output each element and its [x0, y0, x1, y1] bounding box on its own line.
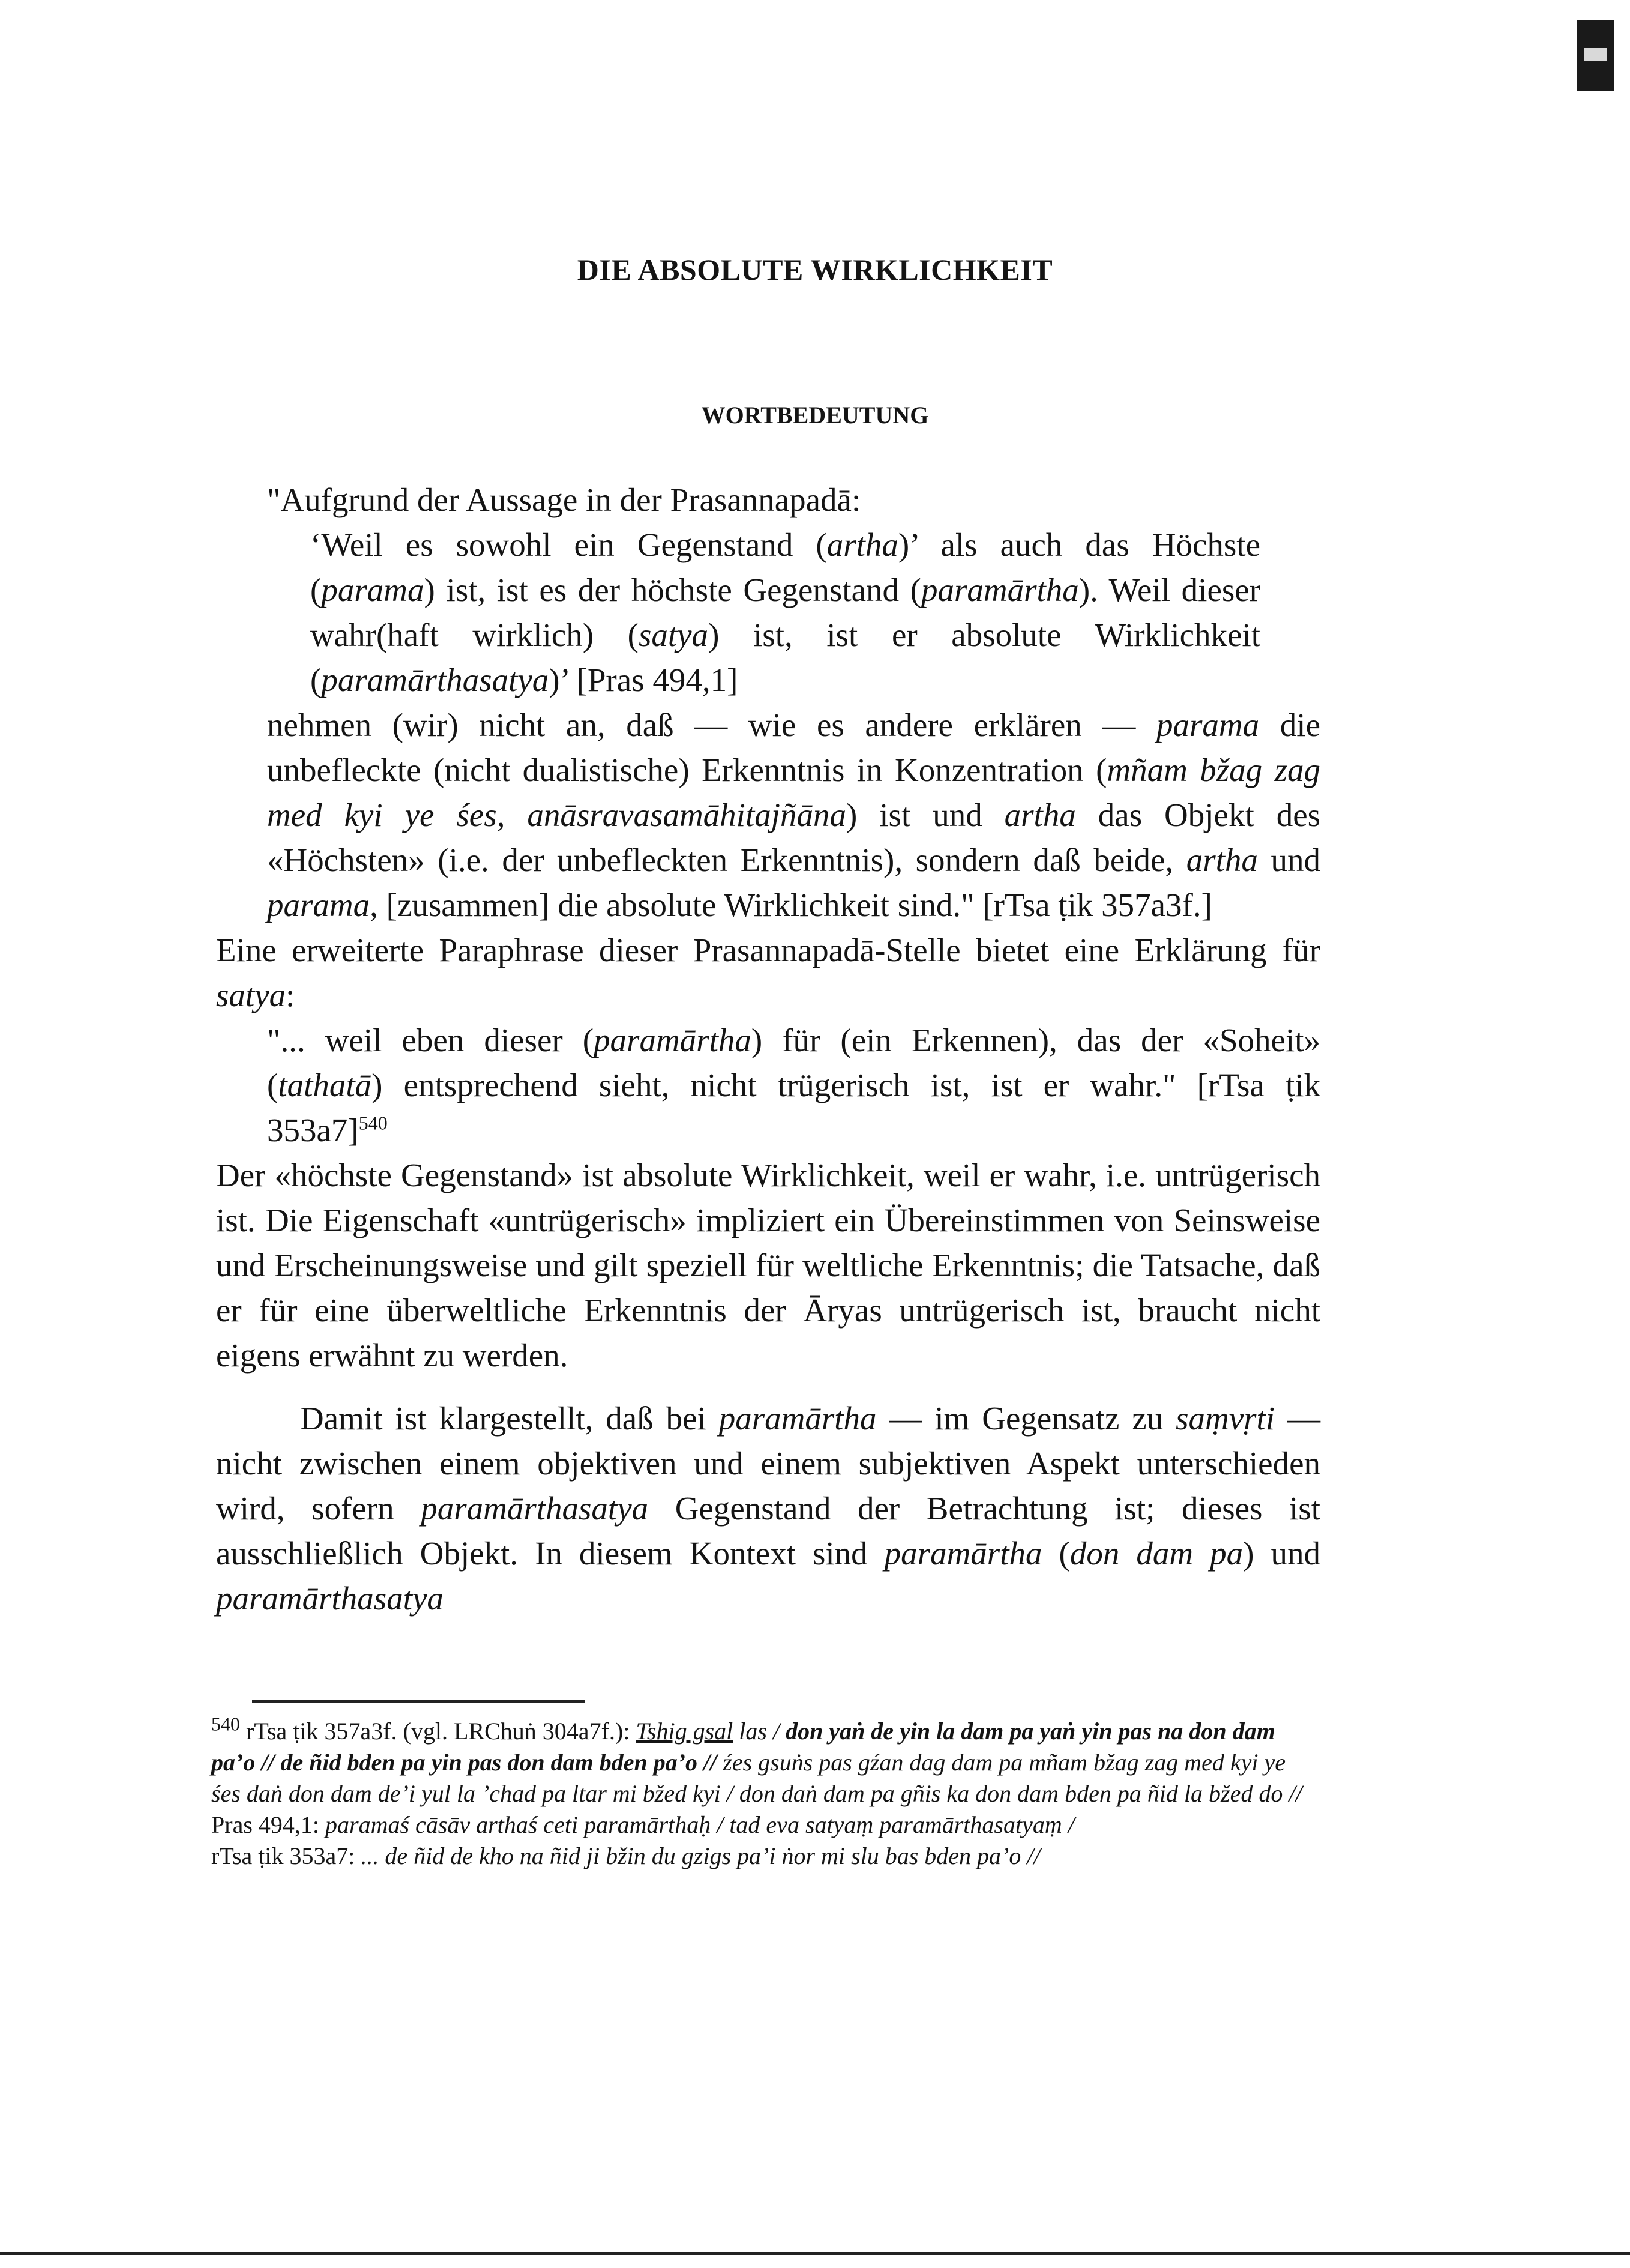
- quote-2-text: "... weil eben dieser (paramārtha) für (ein Erkennen), das der «Soheit» (tathatā) entsprechend sieht, nicht trügerisch ist, ist er wahr." [rTsa ṭik 353a7]$^{540}$: [267, 1022, 1320, 1148]
- scan-marker: [1577, 20, 1614, 91]
- page-bottom-edge: [0, 2252, 1630, 2255]
- footnote-separator: [252, 1700, 585, 1703]
- footnote-ref: 540: [358, 1112, 388, 1134]
- footnote-540: $^{540}$ rTsa ṭik 357a3f. (vgl. LRChuṅ 304a7f.): Tshig gsal las / don yaṅ de yin la dam pa yaṅ yin pas na don dam pa’o // de ñid bden pa yin pas don dam bden pa’o // źes gsuṅs pas gźan dag dam pa mñam bžag zag med kyi ye śes daṅ don dam de’i yul la ’chad pa ltar mi bžed kyi / don daṅ dam pa gñis ka don dam bden pa ñid la bžed do //: [211, 1713, 1302, 1807]
- section-title: WORTBEDEUTUNG: [701, 402, 929, 429]
- quotation-block-2: [216, 1018, 1320, 1153]
- footnote-number: 540: [211, 1713, 240, 1735]
- footnote-pras: Pras 494,1: paramaś cāsāv arthaś ceti paramārthaḥ / tad eva satyaṃ paramārthasatyaṃ /: [211, 1811, 1075, 1838]
- prasannapada-citation: ‘Weil es sowohl ein Gegenstand (artha)’ als auch das Höchste (parama) ist, ist es der höchste Gegenstand (paramārtha). Weil dieser wahr(haft wirklich) (satya) ist, ist er absolute Wirklichkeit (paramārthasatya)’ [Pras 494,1]: [310, 526, 1260, 698]
- paragraph-paraphrase: Eine erweiterte Paraphrase dieser Prasannapadā-Stelle bietet eine Erklärung für satya:: [216, 932, 1320, 1013]
- quotation-block-1: [216, 477, 1320, 927]
- footnotes: [211, 1713, 1316, 1872]
- main-text: [216, 477, 1320, 1621]
- paragraph-untrugerisch: Der «höchste Gegenstand» ist absolute Wirklichkeit, weil er wahr, i.e. untrügerisch ist. Die Eigenschaft «untrügerisch» impliziert ein Übereinstimmen von Seinsweise und Erscheinungsweise und gilt speziell für weltliche Erkenntnis; die Tatsache, daß er für eine überweltliche Erkenntnis der Āryas untrügerisch ist, braucht nicht eigens erwähnt zu werden.: [216, 1157, 1320, 1374]
- chapter-title: DIE ABSOLUTE WIRKLICHKEIT: [577, 253, 1053, 286]
- quote-continuation: nehmen (wir) nicht an, daß — wie es andere erklären — parama die unbefleckte (nicht dualistische) Erkenntnis in Konzentration (mñam bžag zag med kyi ye śes, anāsravasamāhitajñāna) ist und artha das Objekt des «Höchsten» (i.e. der unbefleckten Erkenntnis), sondern daß beide, artha und parama, [zusammen] die absolute Wirklichkeit sind." [rTsa ṭik 357a3f.]: [267, 707, 1321, 923]
- paragraph-paramartha: Damit ist klargestellt, daß bei paramārtha — im Gegensatz zu saṃvṛti — nicht zwischen einem objektiven und einem subjektiven Aspekt unterschieden wird, sofern paramārthasatya Gegenstand der Betrachtung ist; dieses ist ausschließlich Objekt. In diesem Kontext sind paramārtha (don dam pa) und paramārthasatya: [216, 1400, 1320, 1617]
- footnote-rtsa: rTsa ṭik 353a7: ... de ñid de kho na ñid ji bžin du gzigs pa’i ṅor mi slu bas bden pa’o //: [211, 1842, 1041, 1869]
- quote-intro: "Aufgrund der Aussage in der Prasannapadā:: [267, 481, 861, 518]
